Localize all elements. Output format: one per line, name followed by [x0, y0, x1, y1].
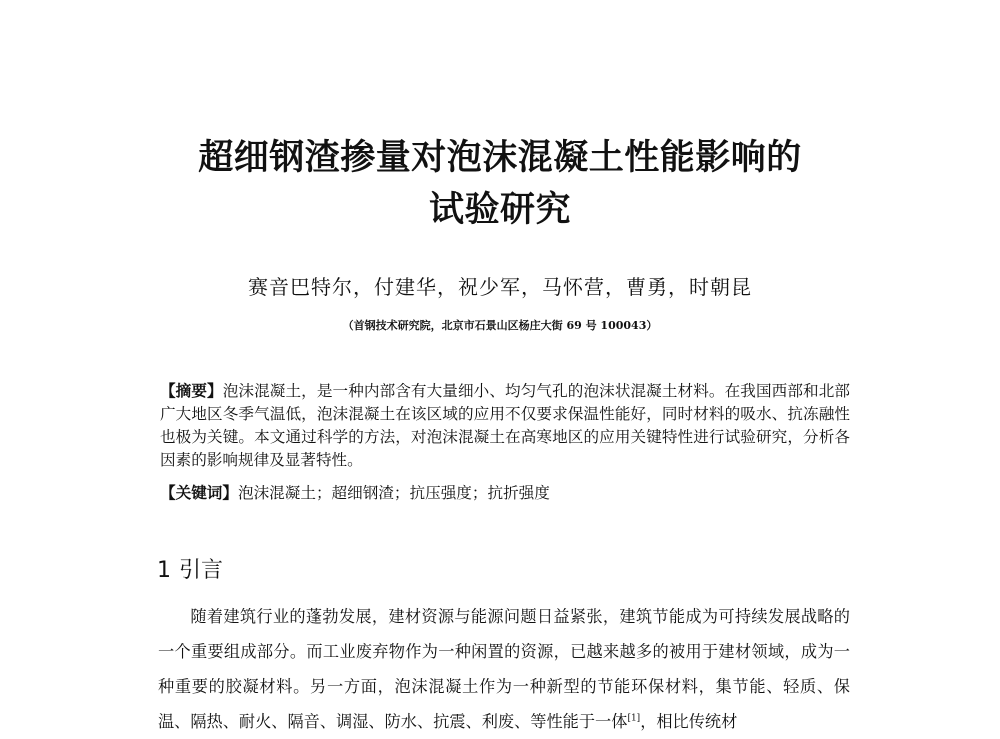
- citation-marker: [1]: [627, 713, 641, 724]
- body-text-part-1: 随着建筑行业的蓬勃发展，建材资源与能源问题日益紧张，建筑节能成为可持续发展战略的一个重要组成部分。而工业废弃物作为一种闲置的资源，已越来越多的被用于建材领域，成为一种重要的胶凝材料。另一方面，泡沫混凝土作为一种新型的节能环保材料，集节能、轻质、保温、隔热、耐火、隔音、调湿、防水、抗震、利废、等性能于一体: [158, 607, 850, 731]
- author-list: 赛音巴特尔，付建华，祝少军，马怀营，曹勇，时朝昆: [248, 275, 752, 299]
- section-number: 1: [157, 558, 171, 583]
- keywords-block: [160, 482, 850, 505]
- abstract-block: [160, 380, 850, 472]
- paper-title-line-2: 试验研究: [428, 190, 571, 230]
- author-affiliation: （首钢技术研究院，北京市石景山区杨庄大街 69 号 100043）: [342, 319, 658, 332]
- keywords-text: 泡沫混凝土；超细钢渣；抗压强度；抗折强度: [237, 484, 550, 502]
- abstract-label: 【摘要】: [160, 382, 223, 400]
- keywords-label: 【关键词】: [160, 484, 238, 502]
- section-title: 引言: [179, 558, 224, 583]
- paper-title-line-1: 超细钢渣掺量对泡沫混凝土性能影响的: [198, 138, 802, 178]
- body-paragraph: [158, 599, 850, 739]
- section-body: [158, 599, 850, 739]
- body-text-part-2: ，相比传统材: [640, 712, 738, 731]
- abstract-text: 泡沫混凝土，是一种内部含有大量细小、均匀气孔的泡沫状混凝土材料。在我国西部和北部广大地区冬季气温低，泡沫混凝土在该区域的应用不仅要求保温性能好，同时材料的吸水、抗冻融性也极为关键。本文通过科学的方法，对泡沫混凝土在高寒地区的应用关键特性进行试验研究，分析各因素的影响规律及显著特性。: [160, 382, 850, 469]
- section-heading: [157, 556, 223, 586]
- abstract-paragraph: [160, 380, 850, 472]
